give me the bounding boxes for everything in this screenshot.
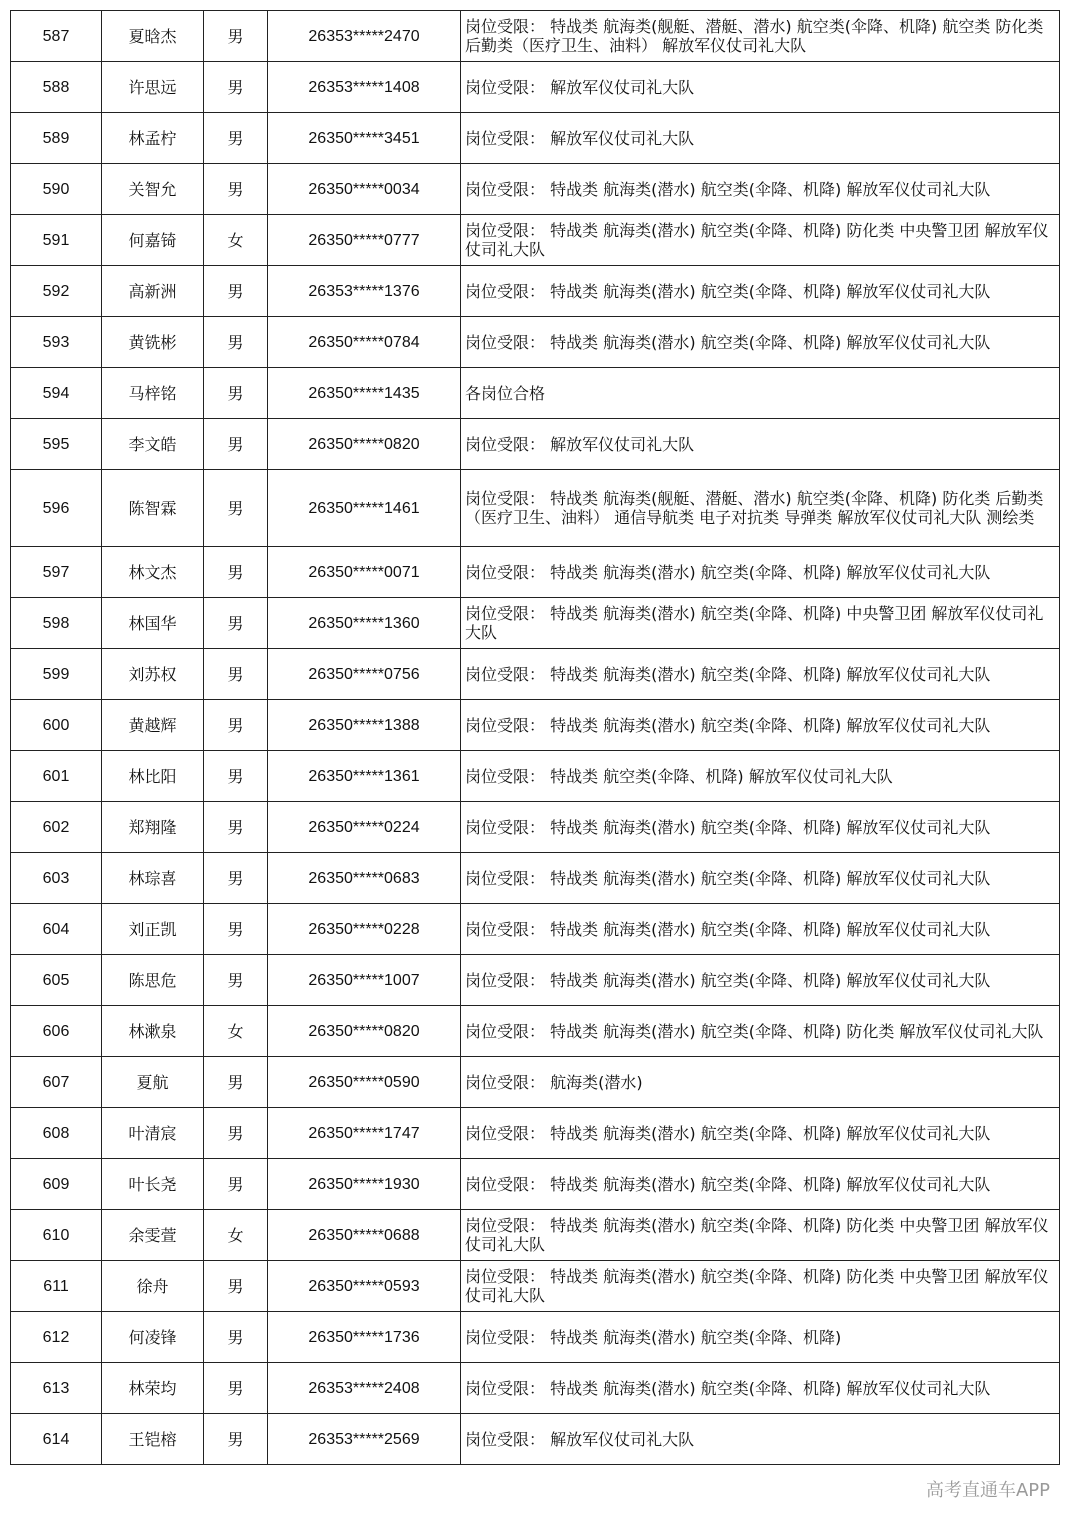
candidate-name: 余雯萱 xyxy=(102,1210,204,1261)
table-row xyxy=(11,113,1060,164)
row-number: 598 xyxy=(11,598,102,649)
row-number: 597 xyxy=(11,547,102,598)
candidate-id: 26350*****1360 xyxy=(268,598,461,649)
result-note: 岗位受限： 特战类 航海类(潜水) 航空类(伞降、机降) 解放军仪仗司礼大队 xyxy=(461,1159,1060,1210)
result-note: 岗位受限： 特战类 航海类(舰艇、潜艇、潜水) 航空类(伞降、机降) 航空类 防化类 后勤类（医疗卫生、油料） 解放军仪仗司礼大队 xyxy=(461,11,1060,62)
table-row xyxy=(11,11,1060,62)
candidate-id: 26350*****1388 xyxy=(268,700,461,751)
candidate-sex: 男 xyxy=(204,1414,268,1465)
row-number: 593 xyxy=(11,317,102,368)
candidate-sex: 男 xyxy=(204,368,268,419)
table-row xyxy=(11,1363,1060,1414)
row-number: 596 xyxy=(11,470,102,547)
candidate-sex: 男 xyxy=(204,266,268,317)
table-row xyxy=(11,164,1060,215)
row-number: 594 xyxy=(11,368,102,419)
result-note: 岗位受限： 航海类(潜水) xyxy=(461,1057,1060,1108)
candidate-id: 26353*****2569 xyxy=(268,1414,461,1465)
candidate-name: 马梓铭 xyxy=(102,368,204,419)
candidate-id: 26350*****1361 xyxy=(268,751,461,802)
candidate-name: 林国华 xyxy=(102,598,204,649)
result-note: 岗位受限： 特战类 航海类(潜水) 航空类(伞降、机降) 解放军仪仗司礼大队 xyxy=(461,317,1060,368)
result-note: 岗位受限： 特战类 航海类(潜水) 航空类(伞降、机降) 防化类 解放军仪仗司礼大队 xyxy=(461,1006,1060,1057)
row-number: 601 xyxy=(11,751,102,802)
result-note: 岗位受限： 特战类 航海类(潜水) 航空类(伞降、机降) 解放军仪仗司礼大队 xyxy=(461,955,1060,1006)
candidate-name: 许思远 xyxy=(102,62,204,113)
candidate-sex: 女 xyxy=(204,1006,268,1057)
candidate-name: 林漱泉 xyxy=(102,1006,204,1057)
candidate-id: 26350*****3451 xyxy=(268,113,461,164)
row-number: 589 xyxy=(11,113,102,164)
app-watermark: 高考直通车APP xyxy=(926,1476,1050,1502)
result-note: 各岗位合格 xyxy=(461,368,1060,419)
result-note: 岗位受限： 特战类 航空类(伞降、机降) 解放军仪仗司礼大队 xyxy=(461,751,1060,802)
candidate-sex: 男 xyxy=(204,751,268,802)
candidate-sex: 女 xyxy=(204,215,268,266)
candidate-sex: 男 xyxy=(204,1363,268,1414)
candidate-sex: 女 xyxy=(204,1210,268,1261)
candidate-name: 刘正凯 xyxy=(102,904,204,955)
row-number: 590 xyxy=(11,164,102,215)
candidate-id: 26350*****1007 xyxy=(268,955,461,1006)
row-number: 604 xyxy=(11,904,102,955)
result-note: 岗位受限： 特战类 航海类(潜水) 航空类(伞降、机降) 解放军仪仗司礼大队 xyxy=(461,547,1060,598)
candidate-id: 26350*****1930 xyxy=(268,1159,461,1210)
candidate-name: 黄越辉 xyxy=(102,700,204,751)
result-note: 岗位受限： 特战类 航海类(潜水) 航空类(伞降、机降) 解放军仪仗司礼大队 xyxy=(461,1108,1060,1159)
candidate-sex: 男 xyxy=(204,113,268,164)
candidate-sex: 男 xyxy=(204,1057,268,1108)
candidate-name: 王铠榕 xyxy=(102,1414,204,1465)
candidate-sex: 男 xyxy=(204,904,268,955)
candidate-id: 26350*****0683 xyxy=(268,853,461,904)
result-note: 岗位受限： 特战类 航海类(舰艇、潜艇、潜水) 航空类(伞降、机降) 防化类 后勤类（医疗卫生、油料） 通信导航类 电子对抗类 导弹类 解放军仪仗司礼大队 测绘类 xyxy=(461,470,1060,547)
candidate-name: 陈思危 xyxy=(102,955,204,1006)
table-row xyxy=(11,700,1060,751)
candidate-name: 高新洲 xyxy=(102,266,204,317)
result-note: 岗位受限： 特战类 航海类(潜水) 航空类(伞降、机降) 解放军仪仗司礼大队 xyxy=(461,853,1060,904)
table-row xyxy=(11,1210,1060,1261)
row-number: 602 xyxy=(11,802,102,853)
result-note: 岗位受限： 解放军仪仗司礼大队 xyxy=(461,113,1060,164)
row-number: 591 xyxy=(11,215,102,266)
result-note: 岗位受限： 特战类 航海类(潜水) 航空类(伞降、机降) 解放军仪仗司礼大队 xyxy=(461,1363,1060,1414)
row-number: 599 xyxy=(11,649,102,700)
candidate-id: 26350*****0034 xyxy=(268,164,461,215)
result-note: 岗位受限： 特战类 航海类(潜水) 航空类(伞降、机降) 防化类 中央警卫团 解放军仪仗司礼大队 xyxy=(461,1261,1060,1312)
candidate-sex: 男 xyxy=(204,1261,268,1312)
candidate-id: 26353*****2408 xyxy=(268,1363,461,1414)
candidate-id: 26350*****0590 xyxy=(268,1057,461,1108)
table-row xyxy=(11,955,1060,1006)
row-number: 614 xyxy=(11,1414,102,1465)
candidate-sex: 男 xyxy=(204,470,268,547)
row-number: 600 xyxy=(11,700,102,751)
table-row xyxy=(11,751,1060,802)
result-note: 岗位受限： 特战类 航海类(潜水) 航空类(伞降、机降) 中央警卫团 解放军仪仗司礼大队 xyxy=(461,598,1060,649)
table-row xyxy=(11,368,1060,419)
table-row xyxy=(11,1108,1060,1159)
table-row xyxy=(11,547,1060,598)
candidate-id: 26350*****1461 xyxy=(268,470,461,547)
candidate-id: 26350*****0071 xyxy=(268,547,461,598)
candidate-sex: 男 xyxy=(204,317,268,368)
row-number: 613 xyxy=(11,1363,102,1414)
table-row xyxy=(11,649,1060,700)
candidate-id: 26350*****0777 xyxy=(268,215,461,266)
candidate-name: 李文皓 xyxy=(102,419,204,470)
candidate-name: 林比阳 xyxy=(102,751,204,802)
candidate-id: 26350*****0224 xyxy=(268,802,461,853)
roster-body xyxy=(11,11,1060,1465)
result-note: 岗位受限： 特战类 航海类(潜水) 航空类(伞降、机降) 解放军仪仗司礼大队 xyxy=(461,266,1060,317)
result-note: 岗位受限： 特战类 航海类(潜水) 航空类(伞降、机降) 防化类 中央警卫团 解放军仪仗司礼大队 xyxy=(461,1210,1060,1261)
candidate-sex: 男 xyxy=(204,853,268,904)
table-row xyxy=(11,853,1060,904)
result-note: 岗位受限： 特战类 航海类(潜水) 航空类(伞降、机降) xyxy=(461,1312,1060,1363)
candidate-name: 林琮喜 xyxy=(102,853,204,904)
row-number: 608 xyxy=(11,1108,102,1159)
table-row xyxy=(11,317,1060,368)
result-note: 岗位受限： 特战类 航海类(潜水) 航空类(伞降、机降) 解放军仪仗司礼大队 xyxy=(461,802,1060,853)
candidate-sex: 男 xyxy=(204,62,268,113)
candidate-name: 夏航 xyxy=(102,1057,204,1108)
candidate-id: 26350*****1736 xyxy=(268,1312,461,1363)
table-row xyxy=(11,62,1060,113)
candidate-name: 黄铣彬 xyxy=(102,317,204,368)
candidate-sex: 男 xyxy=(204,1159,268,1210)
candidate-sex: 男 xyxy=(204,802,268,853)
candidate-sex: 男 xyxy=(204,1108,268,1159)
candidate-id: 26350*****0820 xyxy=(268,419,461,470)
candidate-name: 陈智霖 xyxy=(102,470,204,547)
table-row xyxy=(11,1057,1060,1108)
candidate-name: 刘苏权 xyxy=(102,649,204,700)
table-row xyxy=(11,904,1060,955)
result-note: 岗位受限： 解放军仪仗司礼大队 xyxy=(461,419,1060,470)
candidate-sex: 男 xyxy=(204,164,268,215)
table-row xyxy=(11,1006,1060,1057)
candidate-id: 26350*****0593 xyxy=(268,1261,461,1312)
result-note: 岗位受限： 解放军仪仗司礼大队 xyxy=(461,1414,1060,1465)
result-note: 岗位受限： 特战类 航海类(潜水) 航空类(伞降、机降) 解放军仪仗司礼大队 xyxy=(461,649,1060,700)
roster-table xyxy=(10,10,1060,1465)
candidate-name: 林文杰 xyxy=(102,547,204,598)
candidate-id: 26350*****0784 xyxy=(268,317,461,368)
candidate-name: 叶清宸 xyxy=(102,1108,204,1159)
row-number: 607 xyxy=(11,1057,102,1108)
table-row xyxy=(11,470,1060,547)
table-row xyxy=(11,215,1060,266)
candidate-id: 26353*****1376 xyxy=(268,266,461,317)
candidate-sex: 男 xyxy=(204,955,268,1006)
table-row xyxy=(11,598,1060,649)
result-note: 岗位受限： 解放军仪仗司礼大队 xyxy=(461,62,1060,113)
candidate-id: 26350*****0688 xyxy=(268,1210,461,1261)
row-number: 612 xyxy=(11,1312,102,1363)
candidate-name: 叶长尧 xyxy=(102,1159,204,1210)
candidate-sex: 男 xyxy=(204,1312,268,1363)
candidate-name: 何嘉锜 xyxy=(102,215,204,266)
result-note: 岗位受限： 特战类 航海类(潜水) 航空类(伞降、机降) 防化类 中央警卫团 解放军仪仗司礼大队 xyxy=(461,215,1060,266)
table-row xyxy=(11,266,1060,317)
table-row xyxy=(11,1414,1060,1465)
result-note: 岗位受限： 特战类 航海类(潜水) 航空类(伞降、机降) 解放军仪仗司礼大队 xyxy=(461,904,1060,955)
candidate-name: 林孟柠 xyxy=(102,113,204,164)
row-number: 609 xyxy=(11,1159,102,1210)
candidate-id: 26350*****1747 xyxy=(268,1108,461,1159)
candidate-id: 26350*****1435 xyxy=(268,368,461,419)
candidate-sex: 男 xyxy=(204,547,268,598)
result-note: 岗位受限： 特战类 航海类(潜水) 航空类(伞降、机降) 解放军仪仗司礼大队 xyxy=(461,700,1060,751)
candidate-name: 夏晗杰 xyxy=(102,11,204,62)
row-number: 611 xyxy=(11,1261,102,1312)
row-number: 606 xyxy=(11,1006,102,1057)
candidate-id: 26353*****2470 xyxy=(268,11,461,62)
candidate-id: 26353*****1408 xyxy=(268,62,461,113)
candidate-id: 26350*****0228 xyxy=(268,904,461,955)
candidate-sex: 男 xyxy=(204,598,268,649)
candidate-name: 何凌锋 xyxy=(102,1312,204,1363)
table-row xyxy=(11,802,1060,853)
candidate-sex: 男 xyxy=(204,700,268,751)
row-number: 605 xyxy=(11,955,102,1006)
candidate-id: 26350*****0756 xyxy=(268,649,461,700)
table-row xyxy=(11,1261,1060,1312)
candidate-sex: 男 xyxy=(204,419,268,470)
table-row xyxy=(11,1159,1060,1210)
row-number: 592 xyxy=(11,266,102,317)
candidate-name: 郑翔隆 xyxy=(102,802,204,853)
candidate-name: 林荣均 xyxy=(102,1363,204,1414)
row-number: 603 xyxy=(11,853,102,904)
table-row xyxy=(11,419,1060,470)
candidate-name: 徐舟 xyxy=(102,1261,204,1312)
candidate-sex: 男 xyxy=(204,11,268,62)
candidate-id: 26350*****0820 xyxy=(268,1006,461,1057)
row-number: 587 xyxy=(11,11,102,62)
candidate-sex: 男 xyxy=(204,649,268,700)
row-number: 595 xyxy=(11,419,102,470)
row-number: 588 xyxy=(11,62,102,113)
row-number: 610 xyxy=(11,1210,102,1261)
table-row xyxy=(11,1312,1060,1363)
candidate-name: 关智允 xyxy=(102,164,204,215)
result-note: 岗位受限： 特战类 航海类(潜水) 航空类(伞降、机降) 解放军仪仗司礼大队 xyxy=(461,164,1060,215)
